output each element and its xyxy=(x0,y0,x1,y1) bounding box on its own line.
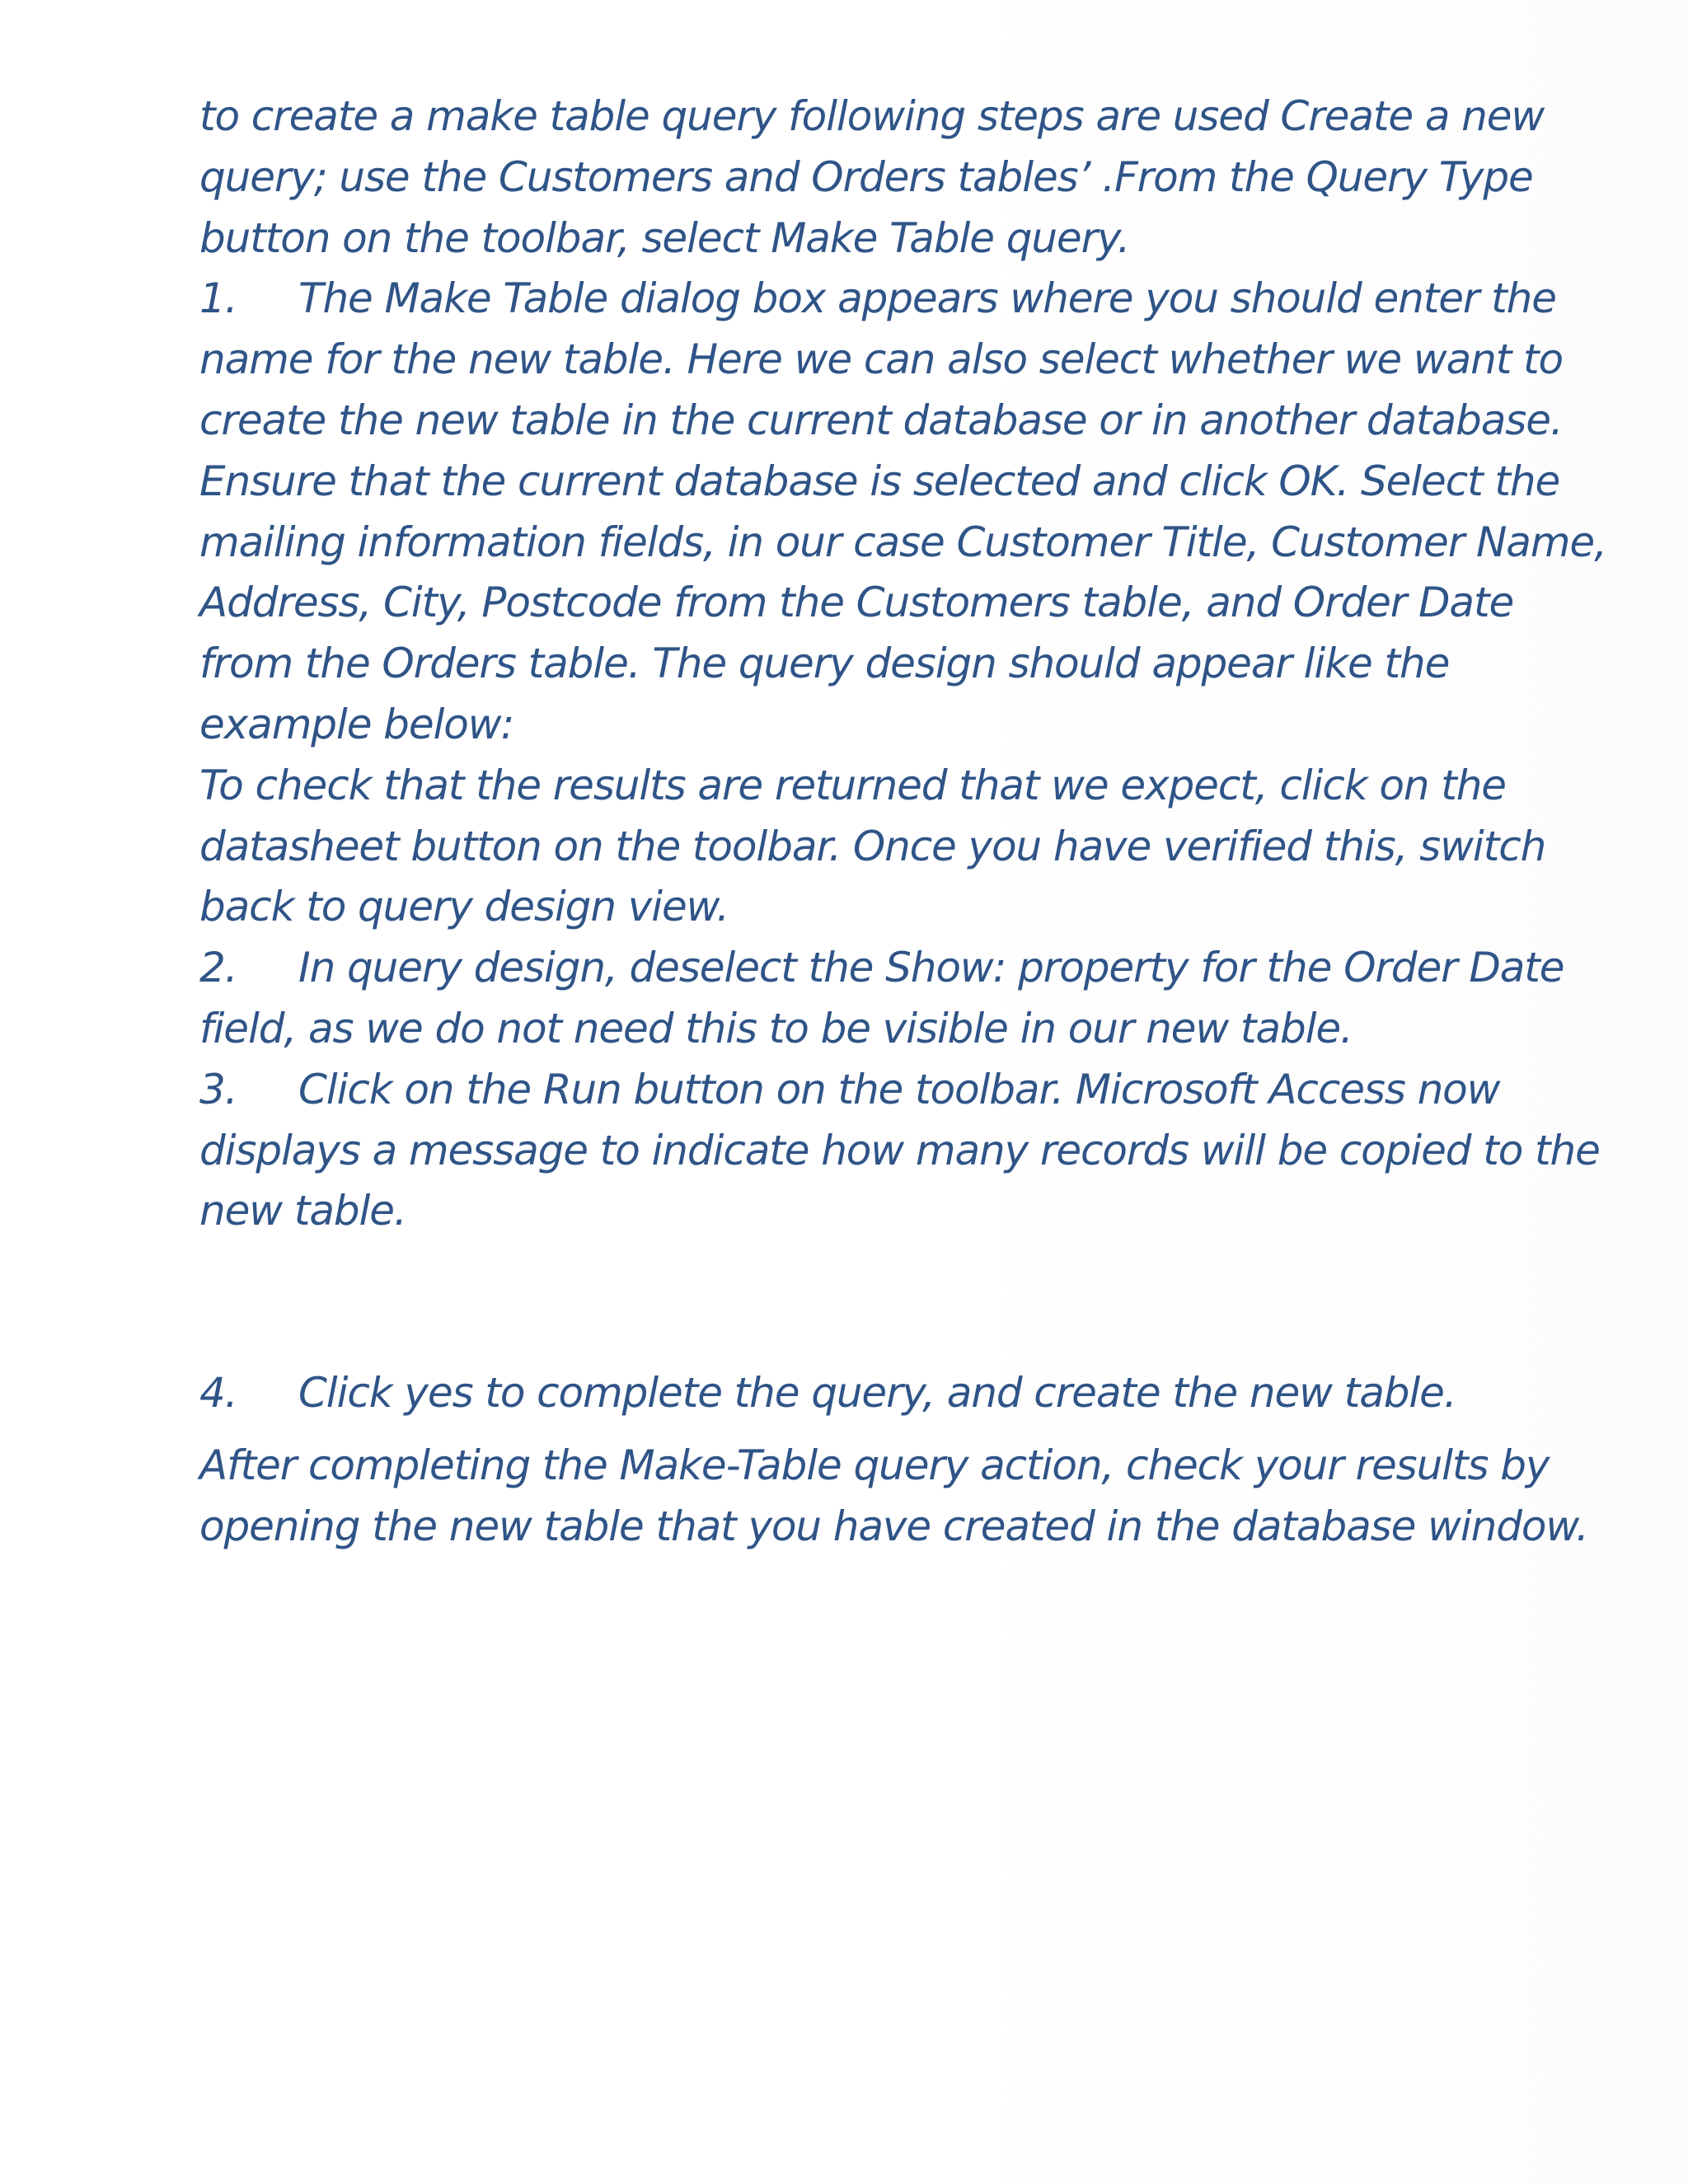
step-3-line: new table. xyxy=(199,1187,406,1235)
step-number: 2. xyxy=(199,944,237,992)
step-3-line: displays a message to indicate how many records will be copied to the xyxy=(199,1126,1600,1174)
check-line: datasheet button on the toolbar. Once you have verified this, switch xyxy=(199,822,1546,870)
step-text: Click yes to complete the query, and create the new table. xyxy=(298,1369,1456,1418)
step-text: The Make Table dialog box appears where you should enter the xyxy=(298,274,1556,323)
step-4-heading xyxy=(199,1363,1634,1424)
step-1-line: example below: xyxy=(199,700,514,748)
step-text: In query design, deselect the Show: property for the Order Date xyxy=(298,944,1564,992)
step-1-line: from the Orders table. The query design should appear like the xyxy=(199,640,1450,688)
spacer xyxy=(199,1242,1634,1363)
intro-line: query; use the Customers and Orders tables’ .From the Query Type xyxy=(199,152,1533,201)
step-3-heading xyxy=(199,1060,1634,1121)
step-1-line: create the new table in the current database or in another database. xyxy=(199,396,1563,444)
step-number: 3. xyxy=(199,1065,237,1113)
step-number: 1. xyxy=(199,274,237,323)
step-number: 4. xyxy=(199,1369,237,1418)
intro-line: to create a make table query following steps are used Create a new xyxy=(199,92,1545,140)
step-1-line: name for the new table. Here we can also select whether we want to xyxy=(199,335,1564,384)
closing-line: opening the new table that you have created in the database window. xyxy=(199,1502,1588,1550)
closing-line: After completing the Make-Table query action, check your results by xyxy=(199,1441,1550,1489)
step-1-line: mailing information fields, in our case Customer Title, Customer Name, xyxy=(199,518,1606,566)
step-text: Click on the Run button on the toolbar. Microsoft Access now xyxy=(298,1065,1500,1113)
spacer xyxy=(199,1424,1634,1436)
check-line: To check that the results are returned that we expect, click on the xyxy=(199,761,1506,809)
intro-line: button on the toolbar, select Make Table query. xyxy=(199,213,1130,262)
step-1-line: Address, City, Postcode from the Customers table, and Order Date xyxy=(199,579,1514,627)
check-line: back to query design view. xyxy=(199,883,729,931)
step-2-heading xyxy=(199,938,1634,999)
step-1-heading xyxy=(199,269,1634,330)
document-body xyxy=(199,87,1634,1558)
step-1-line: Ensure that the current database is selected and click OK. Select the xyxy=(199,457,1560,505)
step-2-line: field, as we do not need this to be visible in our new table. xyxy=(199,1004,1353,1052)
